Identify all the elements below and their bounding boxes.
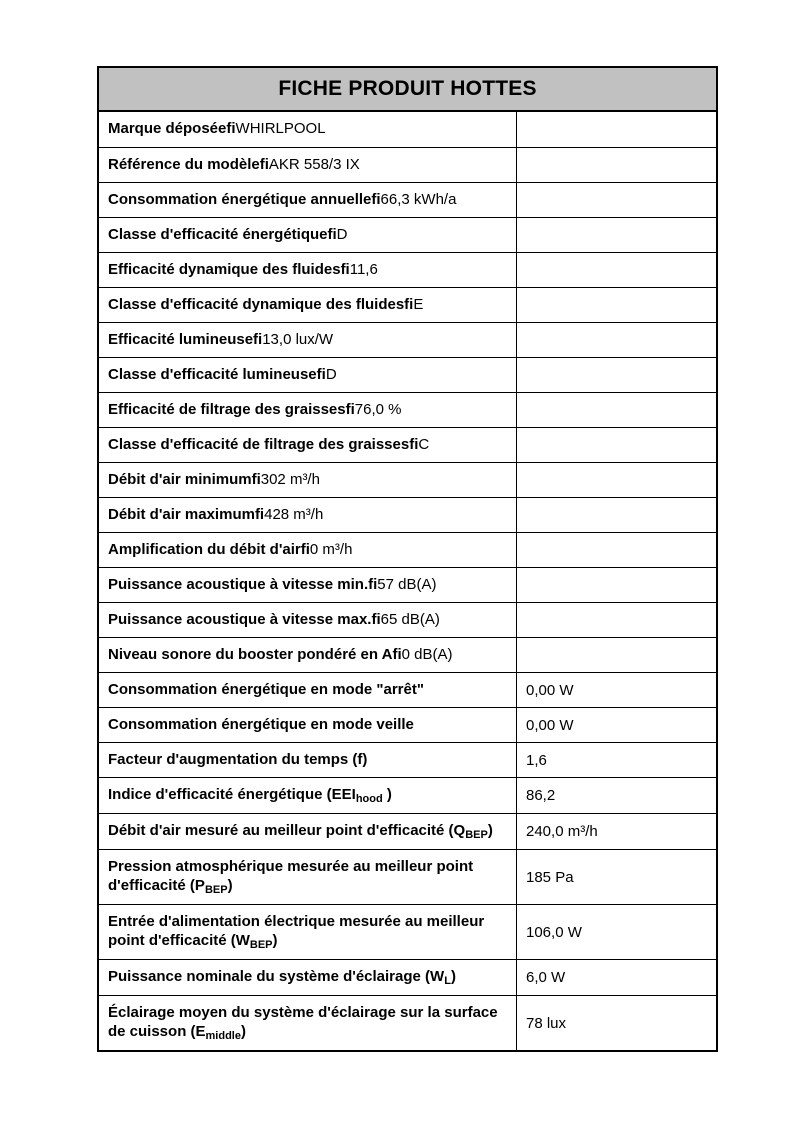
row-value-cell: 6,0 W (526, 969, 566, 986)
row-value-cell (517, 288, 716, 322)
label-text: Classe d'efficacité énergétiquefi (108, 226, 337, 243)
row-label (108, 366, 337, 383)
row-label-cell (99, 533, 517, 567)
row-label (108, 541, 352, 558)
table-row (99, 357, 716, 392)
table-row (99, 959, 716, 995)
row-label-cell (99, 996, 517, 1050)
row-label-cell (99, 463, 517, 497)
table-row (99, 995, 716, 1050)
table-row (99, 287, 716, 322)
label-inline-value: 0 m³/h (309, 541, 353, 558)
row-label-cell (99, 850, 517, 904)
row-label-cell (99, 323, 517, 357)
label-text: Puissance acoustique à vitesse max.fi (108, 611, 381, 628)
label-inline-value: D (325, 366, 337, 383)
table-row (99, 742, 716, 777)
row-label (108, 751, 367, 768)
row-label-cell (99, 960, 517, 995)
label-text: Consommation énergétique annuellefi (108, 191, 381, 208)
table-row (99, 532, 716, 567)
label-text: Éclairage moyen du système d'éclairage sur la surface de cuisson (E (108, 1004, 498, 1040)
row-label-cell (99, 778, 517, 813)
row-label (108, 226, 348, 243)
row-label (108, 858, 473, 894)
row-label-cell (99, 498, 517, 532)
label-inline-value: 11,6 (349, 261, 378, 278)
label-subscript: middle (205, 1030, 241, 1042)
row-label-cell (99, 673, 517, 707)
label-text: Puissance nominale du système d'éclairage (W (108, 968, 445, 985)
label-text: Référence du modèlefi (108, 156, 269, 173)
label-text: Débit d'air minimumfi (108, 471, 261, 488)
product-table (97, 66, 718, 1052)
table-title: FICHE PRODUIT HOTTES (278, 77, 537, 100)
row-label-cell (99, 905, 517, 959)
row-value-cell (517, 358, 716, 392)
table-header (99, 68, 716, 112)
table-row (99, 777, 716, 813)
table-row (99, 672, 716, 707)
label-text: Classe d'efficacité de filtrage des graissesfi (108, 436, 419, 453)
row-label (108, 261, 378, 278)
row-value-cell: 78 lux (526, 1014, 567, 1032)
label-text: ) (272, 932, 278, 949)
label-inline-value: 65 dB(A) (380, 611, 440, 628)
label-subscript: hood (355, 793, 383, 805)
row-label-cell (99, 393, 517, 427)
table-row (99, 849, 716, 904)
row-label-cell (99, 148, 517, 182)
label-inline-value: 428 m³/h (264, 506, 324, 523)
label-text: Consommation énergétique en mode "arrêt" (108, 681, 424, 698)
row-label (108, 716, 414, 733)
label-text: ) (227, 877, 233, 894)
table-row (99, 497, 716, 532)
row-label-cell (99, 708, 517, 742)
label-inline-value: AKR 558/3 IX (268, 156, 360, 173)
row-value-cell: 185 Pa (526, 868, 574, 886)
label-text: Amplification du débit d'airfi (108, 541, 310, 558)
table-row (99, 813, 716, 849)
table-row (99, 904, 716, 959)
row-value-cell (517, 498, 716, 532)
label-inline-value: 57 dB(A) (377, 576, 437, 593)
label-text: ) (382, 786, 392, 803)
label-text: Classe d'efficacité dynamique des fluidesfi (108, 296, 414, 313)
table-row (99, 637, 716, 672)
product-table-body (99, 112, 716, 1050)
label-text: Efficacité de filtrage des graissesfi (108, 401, 355, 418)
row-label-cell (99, 428, 517, 462)
row-value-cell: 106,0 W (526, 923, 582, 941)
row-value-cell: 86,2 (526, 787, 556, 804)
row-label-cell (99, 253, 517, 287)
row-label-cell (99, 288, 517, 322)
row-value-cell (517, 603, 716, 637)
label-inline-value: 13,0 lux/W (262, 331, 334, 348)
row-label (108, 968, 456, 985)
row-label (108, 681, 424, 698)
label-text: Marque déposéefi (108, 120, 236, 137)
row-value-cell: 240,0 m³/h (526, 823, 598, 840)
row-label (108, 120, 326, 137)
label-text: Entrée d'alimentation électrique mesurée au meilleur point d'efficacité (W (108, 913, 485, 949)
table-row (99, 252, 716, 287)
label-text: Efficacité dynamique des fluidesfi (108, 261, 350, 278)
label-text: Efficacité lumineusefi (108, 331, 263, 348)
row-label (108, 156, 360, 173)
table-row (99, 462, 716, 497)
row-label (108, 786, 392, 803)
row-value-cell: 1,6 (526, 751, 547, 769)
table-row (99, 322, 716, 357)
label-text: Puissance acoustique à vitesse min.fi (108, 576, 378, 593)
row-value-cell (517, 533, 716, 567)
label-subscript: BEP (249, 939, 273, 951)
table-row (99, 147, 716, 182)
table-row (99, 602, 716, 637)
label-text: Consommation énergétique en mode veille (108, 716, 414, 733)
label-text: ) (240, 1023, 246, 1040)
row-label-cell (99, 218, 517, 252)
row-value-cell (517, 428, 716, 462)
row-label (108, 436, 429, 453)
table-row (99, 182, 716, 217)
table-row (99, 707, 716, 742)
row-value-cell (517, 183, 716, 217)
label-text: Classe d'efficacité lumineusefi (108, 366, 326, 383)
row-value-cell (517, 463, 716, 497)
row-value-cell (517, 112, 716, 147)
row-label (108, 471, 320, 488)
row-label-cell (99, 638, 517, 672)
table-row (99, 217, 716, 252)
label-text: Niveau sonore du booster pondéré en Afi (108, 646, 402, 663)
table-row (99, 567, 716, 602)
row-label (108, 576, 436, 593)
row-value-cell (517, 148, 716, 182)
row-label (108, 913, 484, 949)
label-inline-value: 0 dB(A) (401, 646, 453, 663)
row-value-cell (517, 323, 716, 357)
label-subscript: L (444, 975, 451, 987)
label-text: Facteur d'augmentation du temps (f) (108, 751, 368, 768)
row-label (108, 646, 453, 663)
table-row (99, 392, 716, 427)
label-inline-value: WHIRLPOOL (235, 120, 326, 137)
row-value-cell (517, 218, 716, 252)
row-value-cell (517, 253, 716, 287)
row-value-cell: 0,00 W (526, 681, 574, 699)
label-text: Débit d'air maximumfi (108, 506, 265, 523)
row-value-cell (517, 638, 716, 672)
label-text: Indice d'efficacité énergétique (EEI (108, 786, 356, 803)
row-label-cell (99, 112, 517, 147)
label-text: ) (487, 822, 493, 839)
row-label (108, 611, 440, 628)
row-label (108, 822, 493, 839)
row-label (108, 191, 456, 208)
label-text: Pression atmosphérique mesurée au meilleur point d'efficacité (P (108, 858, 474, 894)
label-inline-value: 66,3 kWh/a (380, 191, 457, 208)
row-label (108, 401, 401, 418)
label-inline-value: 302 m³/h (260, 471, 320, 488)
row-label (108, 1004, 498, 1040)
label-inline-value: D (336, 226, 348, 243)
row-label (108, 506, 323, 523)
row-label-cell (99, 814, 517, 849)
table-row (99, 427, 716, 462)
row-label-cell (99, 568, 517, 602)
row-label (108, 331, 333, 348)
row-label-cell (99, 603, 517, 637)
label-inline-value: E (413, 296, 424, 313)
row-label-cell (99, 183, 517, 217)
label-subscript: BEP (465, 829, 488, 841)
label-text: Débit d'air mesuré au meilleur point d'efficacité (Q (108, 822, 466, 839)
label-inline-value: C (418, 436, 430, 453)
row-value-cell (517, 568, 716, 602)
table-row (99, 112, 716, 147)
label-inline-value: 76,0 % (354, 401, 402, 418)
row-label-cell (99, 743, 517, 777)
row-value-cell: 0,00 W (526, 716, 574, 734)
label-subscript: BEP (204, 884, 228, 896)
row-value-cell (517, 393, 716, 427)
row-label (108, 296, 423, 313)
row-label-cell (99, 358, 517, 392)
label-text: ) (450, 968, 456, 985)
